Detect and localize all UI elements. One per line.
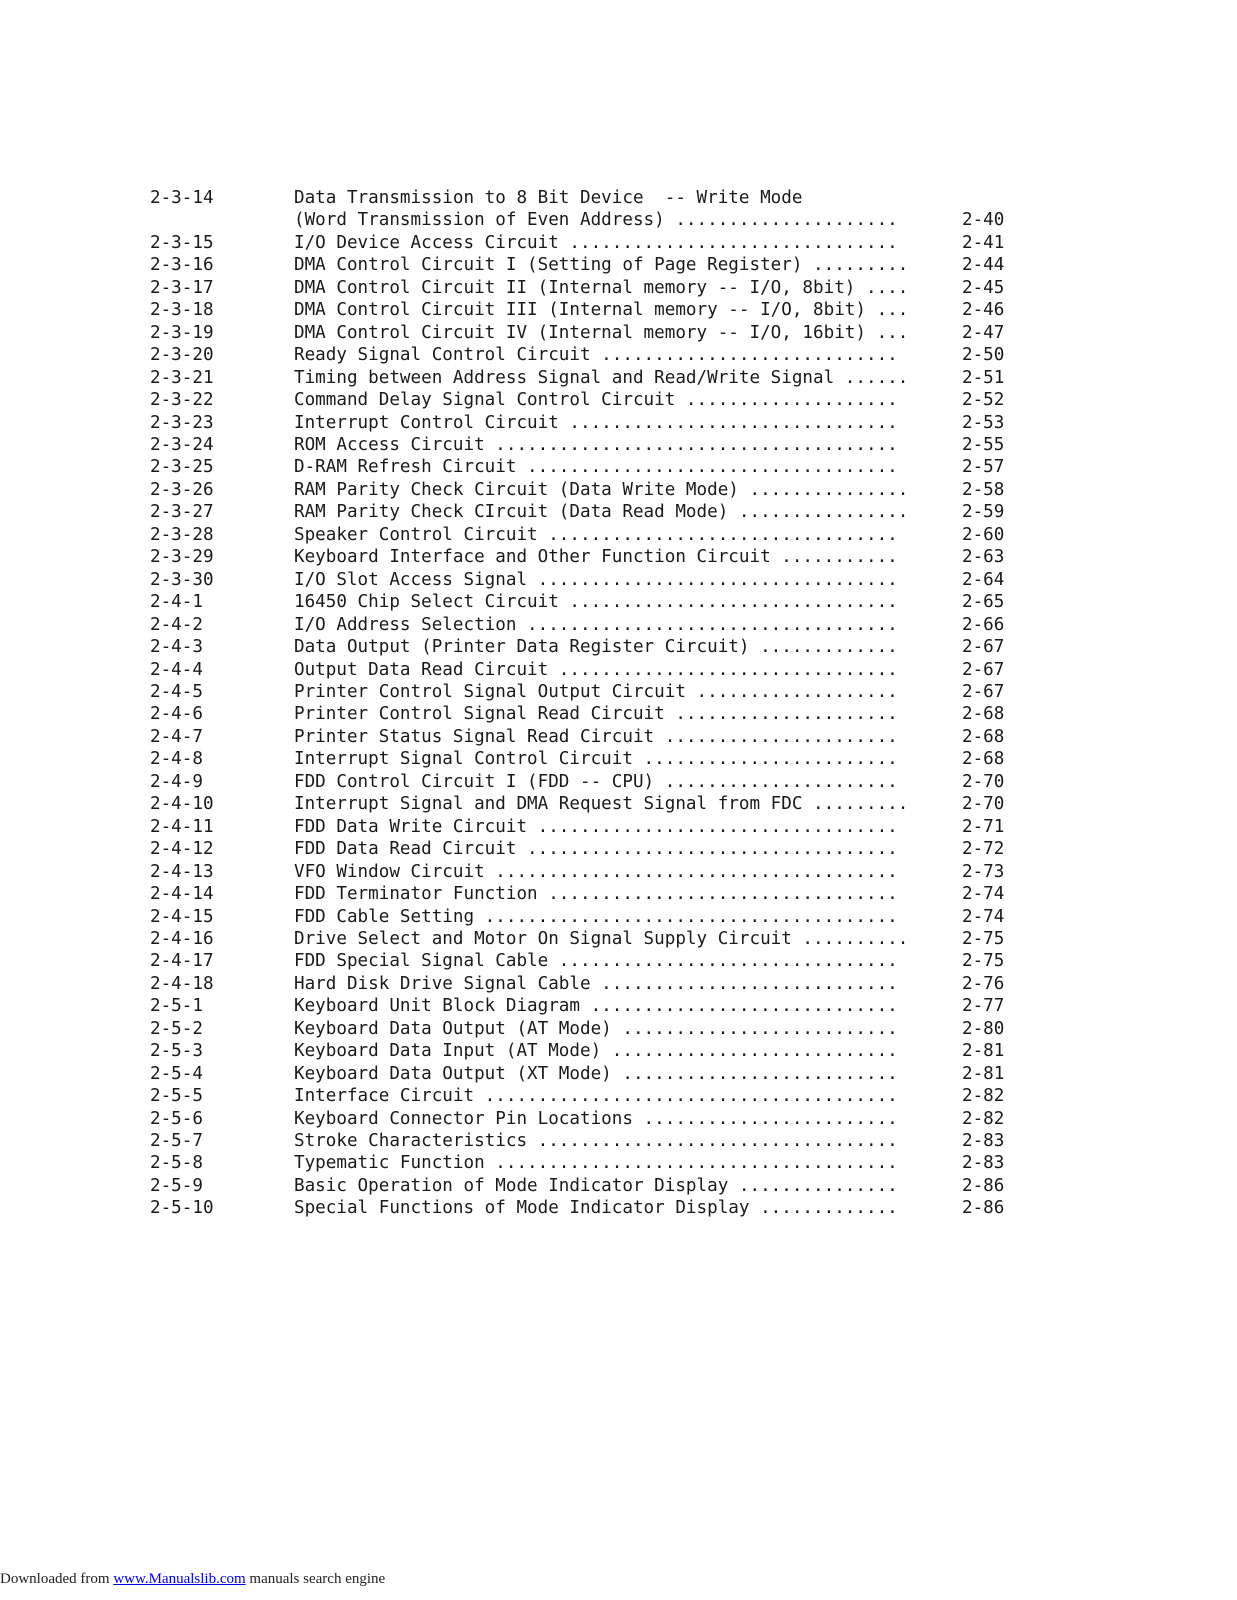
- toc-entry-title: FDD Cable Setting .......................................: [294, 906, 898, 927]
- toc-entry: [150, 1152, 1030, 1174]
- toc-entry-title: D-RAM Refresh Circuit ...................................: [294, 457, 898, 478]
- toc-entry-page: 2-82: [962, 1086, 1005, 1107]
- toc-entry: [150, 861, 1030, 883]
- toc-entry-number: 2-4-2: [150, 614, 203, 635]
- toc-entry-number: 2-3-16: [150, 255, 214, 276]
- toc-entry-number: 2-5-10: [150, 1198, 214, 1219]
- toc-entry-number: 2-3-26: [150, 479, 214, 500]
- manualslib-link[interactable]: www.Manualslib.com: [113, 1571, 246, 1587]
- toc-entry-page: 2-74: [962, 884, 1005, 905]
- toc-entry: [150, 771, 1030, 793]
- toc-entry-title: Command Delay Signal Control Circuit ....................: [294, 390, 898, 411]
- toc-entry-title: Speaker Control Circuit .................................: [294, 524, 898, 545]
- toc-entry-number: 2-4-8: [150, 749, 203, 770]
- toc-entry-number: 2-4-11: [150, 816, 214, 837]
- toc-entry: [150, 456, 1030, 478]
- toc-entry: [150, 906, 1030, 928]
- toc-entry-page: 2-50: [962, 345, 1005, 366]
- toc-entry-page: 2-86: [962, 1175, 1005, 1196]
- toc-entry: [150, 614, 1030, 636]
- toc-entry-number: 2-4-4: [150, 659, 203, 680]
- toc-entry: [150, 636, 1030, 658]
- toc-entry-title: I/O Slot Access Signal ..................................: [294, 569, 898, 590]
- toc-entry-title: Interface Circuit .......................................: [294, 1086, 898, 1107]
- toc-entry-page: 2-41: [962, 232, 1005, 253]
- toc-entry-title: (Word Transmission of Even Address) .....................: [294, 210, 898, 231]
- toc-entry: [150, 726, 1030, 748]
- toc-entry: [150, 546, 1030, 568]
- toc-entry: [150, 591, 1030, 613]
- toc-entry-title: Printer Status Signal Read Circuit ......................: [294, 726, 898, 747]
- toc-entry-number: 2-5-9: [150, 1175, 203, 1196]
- toc-entry-title: Keyboard Data Output (XT Mode) ..........................: [294, 1063, 898, 1084]
- toc-entry-title: FDD Data Write Circuit ..................................: [294, 816, 898, 837]
- toc-entry-number: 2-3-22: [150, 390, 214, 411]
- toc-entry-number: 2-5-2: [150, 1018, 203, 1039]
- toc-entry-title: Output Data Read Circuit ................................: [294, 659, 898, 680]
- toc-entry-title: Interrupt Control Circuit ...............................: [294, 412, 898, 433]
- toc-entry: [150, 344, 1030, 366]
- toc-entry-title: Printer Control Signal Output Circuit ...................: [294, 681, 898, 702]
- toc-entry: [150, 232, 1030, 254]
- toc-entry-number: 2-3-24: [150, 434, 214, 455]
- toc-entry-page: 2-45: [962, 277, 1005, 298]
- toc-entry-title: Keyboard Data Output (AT Mode) ..........................: [294, 1018, 898, 1039]
- toc-entry-title: 16450 Chip Select Circuit ...............................: [294, 592, 898, 613]
- toc-entry-title: RAM Parity Check CIrcuit (Data Read Mode) ................: [294, 502, 909, 523]
- toc-entry-number: 2-3-23: [150, 412, 214, 433]
- toc-entry-number: 2-4-14: [150, 884, 214, 905]
- toc-entry-page: 2-51: [962, 367, 1005, 388]
- toc-entry-title: DMA Control Circuit I (Setting of Page Register) .........: [294, 255, 909, 276]
- toc-entry-page: 2-76: [962, 973, 1005, 994]
- toc-entry-page: 2-60: [962, 524, 1005, 545]
- toc-entry-page: 2-58: [962, 479, 1005, 500]
- toc-entry-page: 2-81: [962, 1041, 1005, 1062]
- toc-entry-number: 2-5-7: [150, 1131, 203, 1152]
- toc-entry-page: 2-65: [962, 592, 1005, 613]
- toc-entry-number: 2-3-19: [150, 322, 214, 343]
- toc-entry-page: 2-83: [962, 1153, 1005, 1174]
- toc-entry-title: DMA Control Circuit II (Internal memory -- I/O, 8bit) ....: [294, 277, 909, 298]
- toc-entry: [150, 569, 1030, 591]
- toc-entry-page: 2-67: [962, 681, 1005, 702]
- toc-entry: [150, 254, 1030, 276]
- toc-entry-page: 2-83: [962, 1131, 1005, 1152]
- toc-entry-title: Printer Control Signal Read Circuit .....................: [294, 704, 898, 725]
- toc-entry-page: 2-64: [962, 569, 1005, 590]
- toc-entry-page: 2-70: [962, 794, 1005, 815]
- toc-entry-number: 2-4-6: [150, 704, 203, 725]
- toc-entry-page: 2-75: [962, 928, 1005, 949]
- footer-prefix: Downloaded from: [0, 1571, 114, 1587]
- toc-entry-page: 2-40: [962, 210, 1005, 231]
- toc-entry-title: Timing between Address Signal and Read/Write Signal ......: [294, 367, 909, 388]
- toc-entry: [150, 1063, 1030, 1085]
- toc-entry-page: 2-67: [962, 659, 1005, 680]
- toc-entry-title: FDD Control Circuit I (FDD -- CPU) ......................: [294, 771, 898, 792]
- toc-entry-number: 2-3-20: [150, 345, 214, 366]
- toc-entry-number: 2-4-7: [150, 726, 203, 747]
- toc-entry-title: Hard Disk Drive Signal Cable ............................: [294, 973, 898, 994]
- toc-entry-page: 2-53: [962, 412, 1005, 433]
- toc-entry: [150, 681, 1030, 703]
- toc-entry-title: DMA Control Circuit III (Internal memory -- I/O, 8bit) ...: [294, 300, 909, 321]
- toc-entry-number: 2-3-28: [150, 524, 214, 545]
- toc-entry: [150, 703, 1030, 725]
- toc-entry-page: 2-68: [962, 726, 1005, 747]
- toc-entry-number: 2-4-15: [150, 906, 214, 927]
- footer-suffix: manuals search engine: [245, 1571, 386, 1587]
- toc-entry-title: Keyboard Data Input (AT Mode) ...........................: [294, 1041, 898, 1062]
- toc-entry-title: Interrupt Signal Control Circuit ........................: [294, 749, 898, 770]
- toc-entry-page: 2-75: [962, 951, 1005, 972]
- toc-entry-page: 2-68: [962, 704, 1005, 725]
- toc-entry-number: 2-4-17: [150, 951, 214, 972]
- toc-entry-title: Keyboard Interface and Other Function Circuit ...........: [294, 547, 898, 568]
- toc-entry-page: 2-63: [962, 547, 1005, 568]
- toc-entry: [150, 973, 1030, 995]
- toc-entry-page: 2-80: [962, 1018, 1005, 1039]
- toc-entry: [150, 1108, 1030, 1130]
- toc-entry: [150, 299, 1030, 321]
- toc-entry-title: Data Output (Printer Data Register Circuit) .............: [294, 637, 898, 658]
- toc-entry-title: Interrupt Signal and DMA Request Signal from FDC .........: [294, 794, 909, 815]
- toc-entry: [150, 322, 1030, 344]
- toc-entry-title: DMA Control Circuit IV (Internal memory -- I/O, 16bit) ...: [294, 322, 909, 343]
- toc-entry-page: 2-59: [962, 502, 1005, 523]
- download-footer: [0, 1571, 385, 1588]
- toc-entry: [150, 187, 1030, 232]
- toc-entry-page: 2-57: [962, 457, 1005, 478]
- toc-entry-page: 2-55: [962, 434, 1005, 455]
- toc-entry: [150, 389, 1030, 411]
- toc-entry: [150, 501, 1030, 523]
- toc-entry-title: Stroke Characteristics ..................................: [294, 1131, 898, 1152]
- toc-entry: [150, 1085, 1030, 1107]
- toc-entry-number: 2-4-16: [150, 928, 214, 949]
- toc-entry-number: 2-3-18: [150, 300, 214, 321]
- toc-entry-number: 2-4-18: [150, 973, 214, 994]
- toc-entry-title: I/O Device Access Circuit ...............................: [294, 232, 898, 253]
- toc-entry-number: 2-4-3: [150, 637, 203, 658]
- toc-entry: [150, 883, 1030, 905]
- toc-entry-number: 2-3-27: [150, 502, 214, 523]
- toc-entry: [150, 479, 1030, 501]
- toc-entry: [150, 793, 1030, 815]
- toc-entry-number: 2-4-9: [150, 771, 203, 792]
- toc-entry-title: VFO Window Circuit ......................................: [294, 861, 898, 882]
- toc-entry-number: 2-3-15: [150, 232, 214, 253]
- toc-entry-title: I/O Address Selection ...................................: [294, 614, 898, 635]
- toc-entry-page: 2-67: [962, 637, 1005, 658]
- toc-entry-title: Drive Select and Motor On Signal Supply Circuit ..........: [294, 928, 909, 949]
- table-of-contents: [150, 187, 1030, 1220]
- toc-entry-title: Typematic Function ......................................: [294, 1153, 898, 1174]
- toc-entry: [150, 412, 1030, 434]
- toc-entry-number: 2-3-30: [150, 569, 214, 590]
- toc-entry: [150, 659, 1030, 681]
- toc-entry: [150, 1130, 1030, 1152]
- toc-entry-title: Keyboard Unit Block Diagram .............................: [294, 996, 898, 1017]
- toc-entry-page: 2-73: [962, 861, 1005, 882]
- toc-entry-number: 2-4-1: [150, 592, 203, 613]
- toc-entry-number: 2-5-6: [150, 1108, 203, 1129]
- toc-entry-page: 2-52: [962, 390, 1005, 411]
- toc-entry-page: 2-68: [962, 749, 1005, 770]
- toc-entry-page: 2-74: [962, 906, 1005, 927]
- toc-entry: [150, 816, 1030, 838]
- toc-entry: [150, 928, 1030, 950]
- toc-entry-page: 2-46: [962, 300, 1005, 321]
- toc-entry-title: Special Functions of Mode Indicator Display .............: [294, 1198, 898, 1219]
- toc-entry-page: 2-86: [962, 1198, 1005, 1219]
- toc-entry-number: 2-4-13: [150, 861, 214, 882]
- toc-entry-page: 2-82: [962, 1108, 1005, 1129]
- toc-entry: [150, 1040, 1030, 1062]
- toc-entry-title: Ready Signal Control Circuit ............................: [294, 345, 898, 366]
- toc-entry: [150, 950, 1030, 972]
- toc-entry-number: 2-3-25: [150, 457, 214, 478]
- toc-entry-number: 2-4-5: [150, 681, 203, 702]
- toc-entry-page: 2-71: [962, 816, 1005, 837]
- toc-entry-title: FDD Data Read Circuit ...................................: [294, 839, 898, 860]
- toc-entry-number: 2-3-14: [150, 188, 214, 208]
- toc-entry: [150, 1018, 1030, 1040]
- toc-entry-title: Data Transmission to 8 Bit Device -- Write Mode: [294, 188, 803, 208]
- toc-entry-page: 2-44: [962, 255, 1005, 276]
- toc-entry-number: 2-3-17: [150, 277, 214, 298]
- toc-entry-title: ROM Access Circuit ......................................: [294, 434, 898, 455]
- toc-entry: [150, 1197, 1030, 1219]
- toc-entry-number: 2-4-10: [150, 794, 214, 815]
- toc-entry-page: 2-66: [962, 614, 1005, 635]
- toc-entry-number: 2-3-21: [150, 367, 214, 388]
- toc-entry: [150, 995, 1030, 1017]
- toc-entry-number: 2-5-5: [150, 1086, 203, 1107]
- toc-entry-title: RAM Parity Check Circuit (Data Write Mode) ...............: [294, 479, 909, 500]
- toc-entry-number: 2-5-8: [150, 1153, 203, 1174]
- toc-entry-number: 2-5-4: [150, 1063, 203, 1084]
- toc-entry-page: 2-47: [962, 322, 1005, 343]
- toc-entry: [150, 838, 1030, 860]
- toc-entry-title: Basic Operation of Mode Indicator Display ...............: [294, 1175, 898, 1196]
- toc-entry-number: 2-4-12: [150, 839, 214, 860]
- toc-entry: [150, 1175, 1030, 1197]
- toc-entry-number: 2-5-1: [150, 996, 203, 1017]
- toc-entry: [150, 367, 1030, 389]
- toc-entry-title: Keyboard Connector Pin Locations ........................: [294, 1108, 898, 1129]
- toc-entry-title: FDD Special Signal Cable ................................: [294, 951, 898, 972]
- toc-entry: [150, 277, 1030, 299]
- toc-entry-page: 2-72: [962, 839, 1005, 860]
- toc-entry-number: 2-3-29: [150, 547, 214, 568]
- toc-entry: [150, 748, 1030, 770]
- toc-entry-page: 2-81: [962, 1063, 1005, 1084]
- toc-entry-title: FDD Terminator Function .................................: [294, 884, 898, 905]
- toc-entry: [150, 524, 1030, 546]
- toc-entry-number: 2-5-3: [150, 1041, 203, 1062]
- toc-entry-page: 2-77: [962, 996, 1005, 1017]
- toc-entry-page: 2-70: [962, 771, 1005, 792]
- toc-entry: [150, 434, 1030, 456]
